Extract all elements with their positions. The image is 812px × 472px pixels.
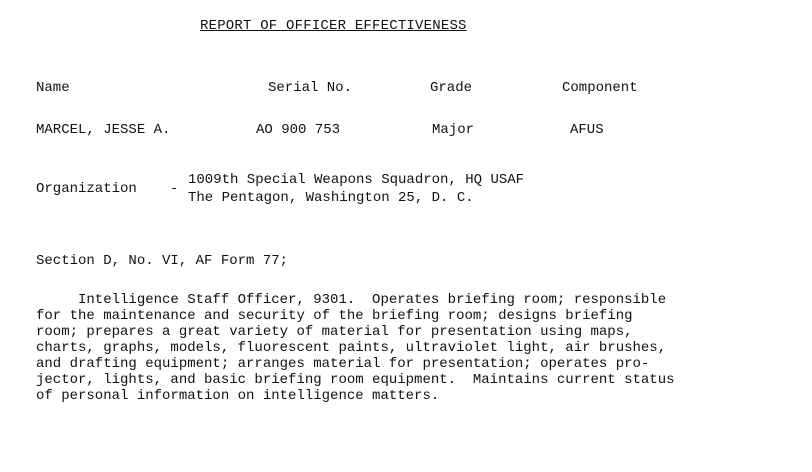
grade-header: Grade	[430, 80, 473, 96]
serial-value: AO 900 753	[256, 122, 341, 138]
report-title: REPORT OF OFFICER EFFECTIVENESS	[200, 18, 467, 34]
organization-dash: -	[170, 181, 179, 197]
component-value: AFUS	[570, 122, 604, 138]
grade-value: Major	[432, 122, 475, 138]
name-header: Name	[36, 80, 70, 96]
section-reference: Section D, No. VI, AF Form 77;	[36, 253, 289, 269]
serial-header: Serial No.	[268, 80, 353, 96]
component-header: Component	[562, 80, 638, 96]
name-value: MARCEL, JESSE A.	[36, 122, 171, 138]
organization-label: Organization	[36, 181, 137, 197]
paragraph-line: for the maintenance and security of the briefing room; designs briefing	[36, 308, 633, 324]
organization-line-1: 1009th Special Weapons Squadron, HQ USAF	[188, 172, 525, 188]
paragraph-line: of personal information on intelligence matters.	[36, 388, 440, 404]
organization-line-2: The Pentagon, Washington 25, D. C.	[188, 190, 474, 206]
paragraph-line: charts, graphs, models, fluorescent paints, ultraviolet light, air brushes,	[36, 340, 667, 356]
paragraph-line: jector, lights, and basic briefing room equipment. Maintains current status	[36, 372, 675, 388]
paragraph-line: and drafting equipment; arranges material for presentation; operates pro-	[36, 356, 650, 372]
duty-description	[36, 292, 808, 404]
paragraph-line: room; prepares a great variety of material for presentation using maps,	[36, 324, 633, 340]
paragraph-line: Intelligence Staff Officer, 9301. Operates briefing room; responsible	[36, 292, 667, 308]
